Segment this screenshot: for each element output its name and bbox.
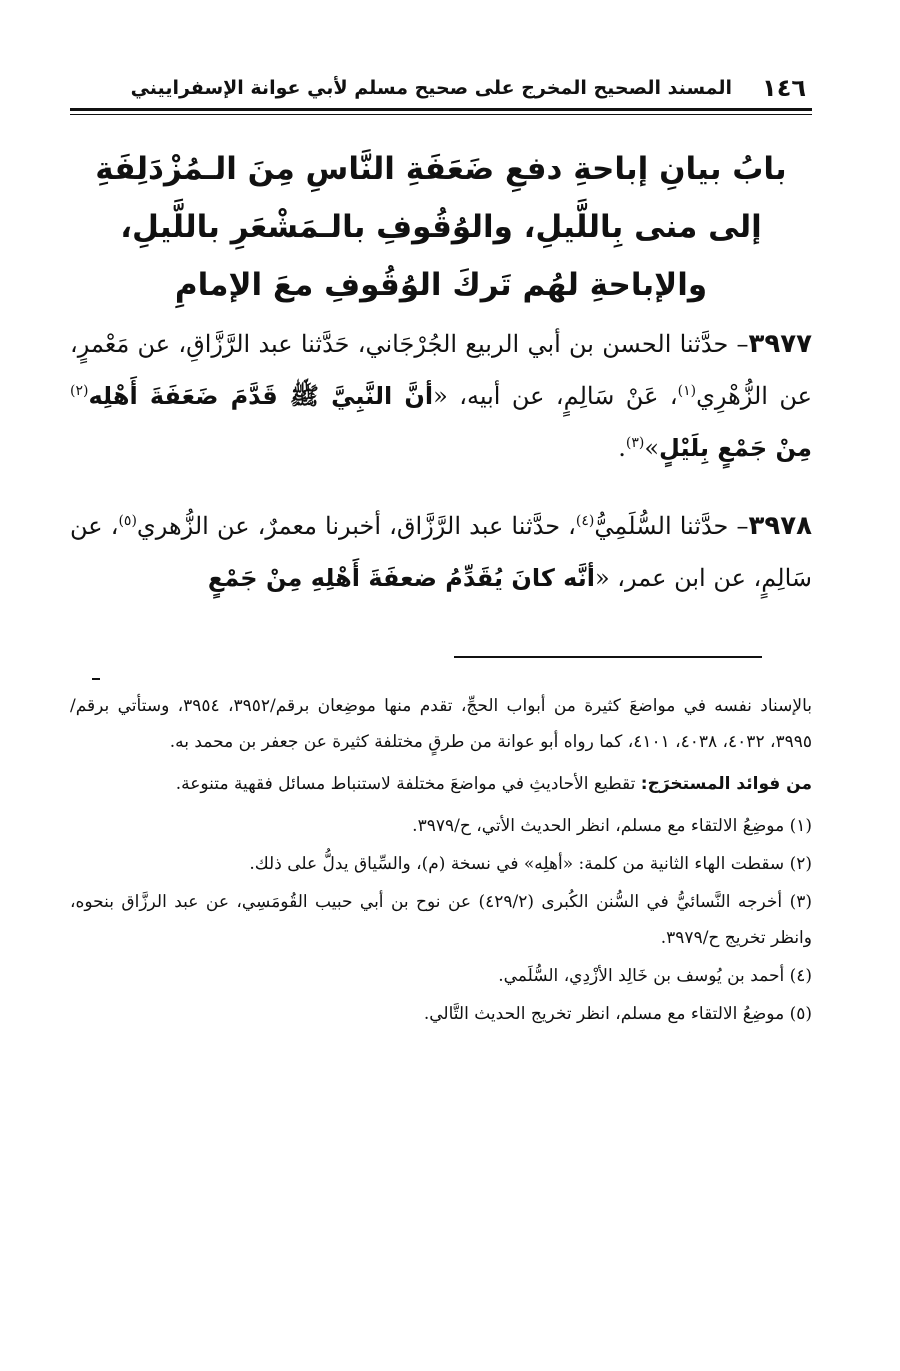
footnote-ref-5[interactable]: (٥)	[118, 513, 137, 529]
hadith-3978	[70, 500, 812, 604]
footnote-4: (٤) أحمد بن يُوسف بن خَالِد الأزْدِي، السُّلَمي.	[498, 966, 812, 986]
benefit-text: تقطيع الأحاديثِ في مواضعَ مختلفة لاستنباط مسائل فقهية متنوعة.	[175, 774, 641, 794]
hadith-number: ٣٩٧٧	[748, 329, 812, 359]
footnotes-section	[70, 688, 812, 1034]
hadith-isnad: – حدَّثنا السُّلَمِيُّ	[594, 512, 749, 540]
hadith-isnad-cont2: ، عن سَالِمٍ، عن ابن عمر، «	[70, 512, 812, 592]
header-rule	[70, 108, 812, 111]
benefit-label: من فوائد المستخرَج:	[640, 774, 812, 794]
continuation-dash	[92, 678, 100, 680]
hadith-end: .	[618, 434, 626, 462]
page-number: ١٤٦	[762, 74, 806, 102]
hadith-matn: أنَّه كانَ يُقَدِّمُ ضعفَةَ أَهْلِهِ مِنْ جَمْعٍ	[207, 564, 595, 592]
footnote-1: (١) موضِعُ الالتقاء مع مسلم، انظر الحديث الأتي، ح/٣٩٧٩.	[412, 816, 812, 836]
footnote-ref-3[interactable]: (٣)	[625, 435, 645, 451]
book-page	[70, 60, 812, 1320]
hadith-matn-cont: مِنْ جَمْعٍ بِلَيْلٍ	[659, 434, 812, 462]
hadith-isnad-cont: ، حدَّثنا عبد الرَّزَّاق، أخبرنا معمرٌ، عن الزُّهري	[136, 512, 576, 540]
footnote-ref-4[interactable]: (٤)	[575, 513, 595, 529]
footnote-benefit	[70, 766, 812, 802]
hadith-number: ٣٩٧٨	[748, 511, 812, 541]
quote-close: »	[644, 434, 660, 462]
footnote-continuation: بالإسناد نفسه في مواضعَ كثيرة من أبواب الحجِّ، تقدم منها موضِعان برقم/٣٩٥٢، ٣٩٥٤، وستأتي برقم/ ٣٩٩٥، ٤٠٣٢، ٤٠٣٨، ٤١٠١، كما رواه أبو عوانة من طرقٍ مختلفة كثيرة عن جعفر بن محمد به.	[70, 696, 812, 752]
page-header	[70, 70, 812, 106]
footnote-ref-1[interactable]: (١)	[677, 383, 697, 399]
footnote-3: (٣) أخرجه النَّسائيُّ في السُّنن الكُبرى (٤٢٩/٢) عن نوح بن أبي حبيب القُومَسِي، عن عبد الرزَّاق بنحوه، وانظر تخريج ح/٣٩٧٩.	[70, 892, 812, 948]
book-title: المسند الصحيح المخرج على صحيح مسلم لأبي عوانة الإسفراييني	[130, 77, 733, 99]
hadith-3977	[70, 318, 812, 474]
hadith-matn: أنَّ النَّبِيَّ ﷺ قَدَّمَ ضَعَفَةَ أَهْلِه	[88, 382, 434, 410]
footnote-5: (٥) موضِعُ الالتقاء مع مسلم، انظر تخريج الحديث التَّالي.	[423, 1004, 812, 1024]
hadith-isnad: – حدَّثنا الحسن بن أبي الربيع الجُرْجَاني، حَدَّثنا عبد الرَّزَّاقِ، عن مَعْمرٍ، عن الزُّهْرِي	[70, 330, 813, 410]
chapter-title: بابُ بيانِ إباحةِ دفعِ ضَعَفَةِ النَّاسِ مِنَ الـمُزْدَلِفَةِ إلى منى بِاللَّيلِ، والوُقُوفِ بالـمَشْعَرِ باللَّيلِ، والإباحةِ لهُم تَركَ الوُقُوفِ معَ الإمامِ	[95, 151, 787, 303]
footnote-ref-2[interactable]: (٢)	[70, 383, 89, 399]
footnote-2: (٢) سقطت الهاء الثانية من كلمة: «أهلِه» في نسخة (م)، والسِّياق يدلُّ على ذلك.	[249, 854, 812, 874]
hadith-isnad-cont: ، عَنْ سَالِمٍ، عن أبيه، «	[433, 382, 678, 410]
footnote-separator	[454, 656, 762, 658]
header-rule-thin	[70, 114, 812, 115]
